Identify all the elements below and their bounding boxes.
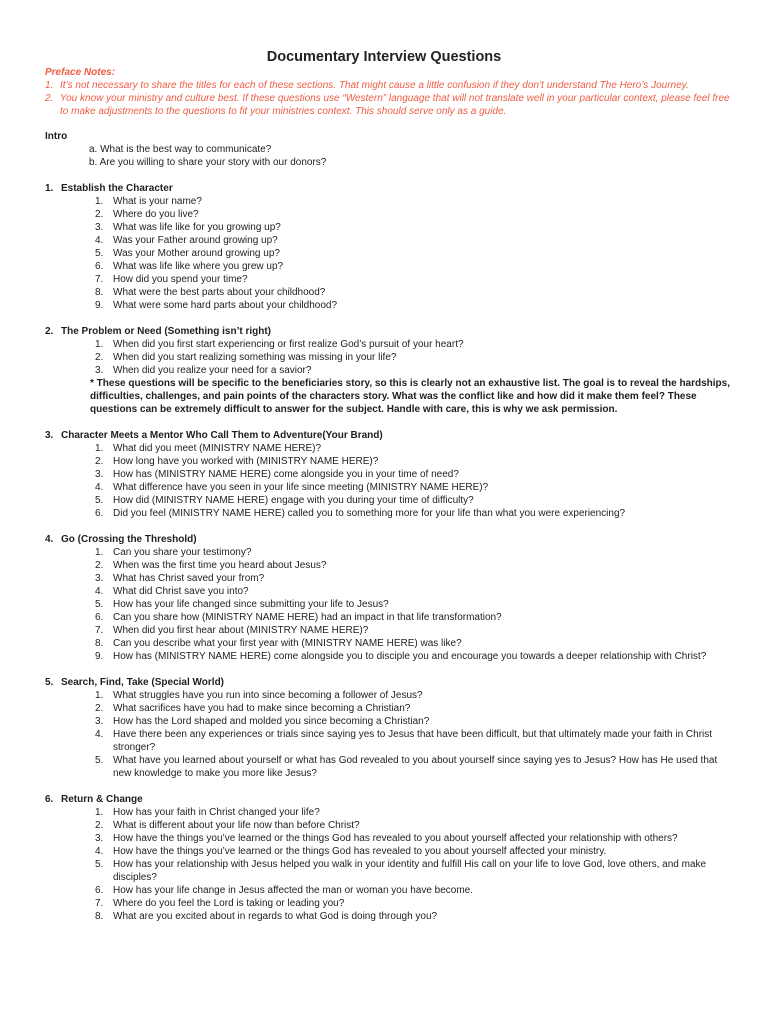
question-text: How has your faith in Christ changed your life? <box>113 807 320 818</box>
intro-title: Intro <box>45 131 68 142</box>
question-text: When did you realize your need for a savior? <box>113 365 312 376</box>
question-text: What are you excited about in regards to what God is doing through you? <box>113 911 438 922</box>
question-item <box>45 195 735 208</box>
section-number: 1. <box>45 183 54 194</box>
question-item <box>45 598 735 611</box>
intro-item: b. Are you willing to share your story with our donors? <box>89 157 327 168</box>
question-item <box>45 507 735 520</box>
question-number: 4. <box>95 729 104 740</box>
question-item <box>45 286 735 299</box>
question-item <box>45 546 735 559</box>
question-text: How have the things you’ve learned or the things God has revealed to you about yourself affected your relationship with others? <box>113 833 678 844</box>
question-number: 3. <box>95 365 104 376</box>
preface-item <box>45 79 735 92</box>
question-text: Where do you live? <box>113 209 199 220</box>
question-number: 2. <box>95 456 104 467</box>
question-item <box>45 884 735 897</box>
section-heading <box>45 325 735 338</box>
question-text: How have the things you’ve learned or the things God has revealed to you about yourself affected your ministry. <box>113 846 607 857</box>
question-number: 2. <box>95 820 104 831</box>
section-3 <box>45 429 735 520</box>
question-list <box>45 442 735 520</box>
question-item <box>45 455 735 468</box>
question-text: What were some hard parts about your childhood? <box>113 300 338 311</box>
question-text: Can you share your testimony? <box>113 547 252 558</box>
preface-item-text: You know your ministry and culture best. If these questions use “Western” language that will not translate well in your particular context, please feel free to make adjustments to the questions to fit your ministries context. This should serve only as a guide. <box>60 93 730 117</box>
question-number: 4. <box>95 586 104 597</box>
question-item <box>45 858 735 884</box>
section-title: Go (Crossing the Threshold) <box>61 534 197 545</box>
question-item <box>45 338 735 351</box>
question-item <box>45 481 735 494</box>
question-text: What sacrifices have you had to make since becoming a Christian? <box>113 703 411 714</box>
question-number: 1. <box>95 690 104 701</box>
question-number: 1. <box>95 196 104 207</box>
question-number: 4. <box>95 846 104 857</box>
section-number: 5. <box>45 677 54 688</box>
question-text: What was life like where you grew up? <box>113 261 284 272</box>
question-list <box>45 806 735 923</box>
question-item <box>45 611 735 624</box>
question-text: What did you meet (MINISTRY NAME HERE)? <box>113 443 322 454</box>
question-list <box>45 689 735 780</box>
section-5 <box>45 676 735 780</box>
question-text: What struggles have you run into since becoming a follower of Jesus? <box>113 690 423 701</box>
question-number: 1. <box>95 807 104 818</box>
question-number: 9. <box>95 651 104 662</box>
question-item <box>45 273 735 286</box>
question-number: 2. <box>95 560 104 571</box>
question-number: 8. <box>95 638 104 649</box>
question-number: 6. <box>95 261 104 272</box>
question-text: What have you learned about yourself or what has God revealed to you about yourself since saying yes to Jesus? How has He used that new knowledge to make you more like Jesus? <box>113 755 718 779</box>
question-item <box>45 364 735 377</box>
preface-notes <box>45 66 735 118</box>
question-number: 6. <box>95 612 104 623</box>
question-number: 5. <box>95 859 104 870</box>
question-text: What were the best parts about your childhood? <box>113 287 326 298</box>
question-number: 7. <box>95 274 104 285</box>
question-text: Have there been any experiences or trials since saying yes to Jesus that have been difficult, but that ultimately made your faith in Christ stronger? <box>113 729 713 753</box>
question-text: How did (MINISTRY NAME HERE) engage with you during your time of difficulty? <box>113 495 474 506</box>
question-text: How has (MINISTRY NAME HERE) come alongside you in your time of need? <box>113 469 459 480</box>
question-item <box>45 637 735 650</box>
question-item <box>45 806 735 819</box>
question-text: When was the first time you heard about Jesus? <box>113 560 327 571</box>
question-number: 5. <box>95 599 104 610</box>
question-item <box>45 442 735 455</box>
intro-item: a. What is the best way to communicate? <box>89 144 272 155</box>
section-number: 3. <box>45 430 54 441</box>
question-text: What was life like for you growing up? <box>113 222 281 233</box>
question-number: 9. <box>95 300 104 311</box>
intro-list <box>45 143 735 169</box>
question-item <box>45 819 735 832</box>
question-text: How has your life changed since submitting your life to Jesus? <box>113 599 389 610</box>
question-number: 3. <box>95 716 104 727</box>
section-number: 4. <box>45 534 54 545</box>
question-item <box>45 234 735 247</box>
question-text: What difference have you seen in your life since meeting (MINISTRY NAME HERE)? <box>113 482 489 493</box>
section-title: Character Meets a Mentor Who Call Them to Adventure(Your Brand) <box>61 430 383 441</box>
question-list <box>45 195 735 312</box>
question-item <box>45 754 735 780</box>
question-number: 1. <box>95 443 104 454</box>
question-item <box>45 650 735 663</box>
question-text: What did Christ save you into? <box>113 586 249 597</box>
question-text: How did you spend your time? <box>113 274 248 285</box>
question-item <box>45 221 735 234</box>
section-4 <box>45 533 735 663</box>
section-number: 6. <box>45 794 54 805</box>
sections-container <box>45 182 735 923</box>
question-text: Was your Mother around growing up? <box>113 248 280 259</box>
question-item <box>45 728 735 754</box>
section-6 <box>45 793 735 923</box>
question-number: 2. <box>95 352 104 363</box>
question-item <box>45 572 735 585</box>
question-text: How has your relationship with Jesus helped you walk in your identity and fulfill His call on your life to love God, love others, and make disciples? <box>113 859 707 883</box>
question-number: 3. <box>95 469 104 480</box>
question-item <box>45 702 735 715</box>
question-number: 3. <box>95 222 104 233</box>
question-text: Can you share how (MINISTRY NAME HERE) had an impact in that life transformation? <box>113 612 502 623</box>
question-item <box>45 494 735 507</box>
question-number: 7. <box>95 898 104 909</box>
question-number: 6. <box>95 508 104 519</box>
question-item <box>45 559 735 572</box>
section-heading <box>45 533 735 546</box>
question-number: 8. <box>95 911 104 922</box>
question-number: 3. <box>95 573 104 584</box>
question-text: Can you describe what your first year with (MINISTRY NAME HERE) was like? <box>113 638 462 649</box>
question-text: When did you first start experiencing or first realize God’s pursuit of your heart? <box>113 339 464 350</box>
question-item <box>45 351 735 364</box>
preface-item-number: 2. <box>45 93 54 104</box>
question-item <box>45 208 735 221</box>
question-text: Did you feel (MINISTRY NAME HERE) called you to something more for your life than what you were experiencing? <box>113 508 626 519</box>
question-number: 1. <box>95 339 104 350</box>
section-title: Search, Find, Take (Special World) <box>61 677 225 688</box>
question-number: 5. <box>95 248 104 259</box>
question-item <box>45 910 735 923</box>
question-text: How has the Lord shaped and molded you since becoming a Christian? <box>113 716 430 727</box>
section-2 <box>45 325 735 416</box>
question-item <box>45 260 735 273</box>
question-number: 7. <box>95 625 104 636</box>
preface-item-number: 1. <box>45 80 54 91</box>
question-number: 4. <box>95 235 104 246</box>
question-text: Was your Father around growing up? <box>113 235 278 246</box>
section-heading <box>45 793 735 806</box>
question-text: When did you start realizing something was missing in your life? <box>113 352 397 363</box>
preface-title: Preface Notes: <box>45 67 116 78</box>
section-title: The Problem or Need (Something isn’t right) <box>61 326 272 337</box>
question-number: 5. <box>95 495 104 506</box>
question-item <box>45 715 735 728</box>
document-body <box>45 130 735 923</box>
question-text: How has your life change in Jesus affected the man or woman you have become. <box>113 885 474 896</box>
section-heading <box>45 182 735 195</box>
question-item <box>45 832 735 845</box>
question-text: What is your name? <box>113 196 202 207</box>
question-number: 6. <box>95 885 104 896</box>
question-item <box>45 624 735 637</box>
question-item <box>45 468 735 481</box>
section-heading <box>45 429 735 442</box>
question-text: When did you first hear about (MINISTRY NAME HERE)? <box>113 625 369 636</box>
section-note: * These questions will be specific to the beneficiaries story, so this is clearly not an exhaustive list. The goal is to reveal the hardships, difficulties, challenges, and pain points of the characters story. What was the conflict like and how did it make them feel? These questions can be extremely difficult to answer for the subject. Handle with care, this is why we ask permission. <box>90 378 731 415</box>
question-text: How has (MINISTRY NAME HERE) come alongside you to disciple you and encourage you towards a deeper relationship with Christ? <box>113 651 707 662</box>
question-text: What is different about your life now than before Christ? <box>113 820 360 831</box>
question-list <box>45 546 735 663</box>
preface-item-text: It’s not necessary to share the titles for each of these sections. That might cause a little confusion if they don’t understand The Hero’s Journey. <box>60 80 689 91</box>
question-text: What has Christ saved your from? <box>113 573 265 584</box>
preface-item <box>45 92 735 118</box>
question-number: 2. <box>95 209 104 220</box>
page-title: Documentary Interview Questions <box>266 49 502 65</box>
section-1 <box>45 182 735 312</box>
question-number: 5. <box>95 755 104 766</box>
section-title: Return & Change <box>61 794 143 805</box>
section-number: 2. <box>45 326 54 337</box>
question-number: 2. <box>95 703 104 714</box>
intro-section <box>45 130 735 169</box>
question-item <box>45 247 735 260</box>
question-number: 3. <box>95 833 104 844</box>
question-number: 1. <box>95 547 104 558</box>
question-item <box>45 299 735 312</box>
question-text: How long have you worked with (MINISTRY NAME HERE)? <box>113 456 379 467</box>
question-item <box>45 585 735 598</box>
section-heading <box>45 676 735 689</box>
section-title: Establish the Character <box>61 183 173 194</box>
question-number: 4. <box>95 482 104 493</box>
question-item <box>45 689 735 702</box>
question-text: Where do you feel the Lord is taking or leading you? <box>113 898 345 909</box>
question-list <box>45 338 735 377</box>
question-item <box>45 897 735 910</box>
question-item <box>45 845 735 858</box>
question-number: 8. <box>95 287 104 298</box>
